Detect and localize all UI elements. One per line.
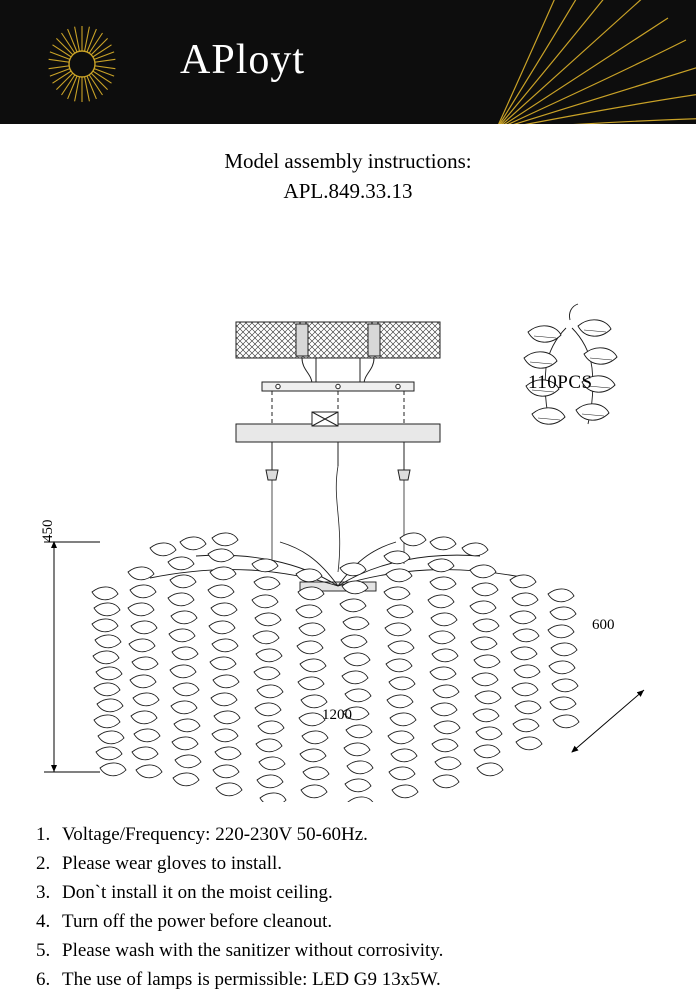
palm-fan-icon: [436, 0, 696, 124]
list-item: [36, 938, 676, 964]
list-item-text: The use of lamps is permissible: LED G9 13x5W.: [62, 969, 441, 990]
header-banner: [0, 0, 696, 124]
page-title: Model assembly instructions:: [224, 149, 472, 173]
list-item: [36, 967, 676, 993]
list-item: [36, 880, 676, 906]
title-block: [0, 146, 696, 206]
list-item-text: Voltage/Frequency: 220-230V 50-60Hz.: [62, 824, 368, 845]
parts-count-label: 110PCS: [528, 372, 593, 393]
leaf-branch-icon: [524, 304, 617, 424]
list-item: [36, 851, 676, 877]
list-item-text: Please wear gloves to install.: [62, 853, 283, 874]
list-item-text: Don`t install it on the moist ceiling.: [62, 882, 333, 903]
dimension-depth-label: 600: [592, 617, 615, 633]
list-item: [36, 822, 676, 848]
list-item-text: Please wash with the sanitizer without corrosivity.: [62, 940, 444, 961]
sunburst-icon: [42, 24, 122, 104]
list-item-text: Turn off the power before cleanout.: [62, 911, 333, 932]
dimension-width-label: 1200: [322, 707, 352, 723]
brand-logo-text: APloyt: [180, 37, 306, 83]
dimension-height-label: 450: [40, 519, 56, 542]
list-item-number: 6.: [36, 969, 51, 990]
list-item-number: 1.: [36, 824, 51, 845]
list-item-number: 4.: [36, 911, 51, 932]
list-item: [36, 909, 676, 935]
instructions-list: [36, 822, 676, 996]
list-item-number: 3.: [36, 882, 51, 903]
model-code: APL.849.33.13: [283, 179, 413, 203]
list-item-number: 5.: [36, 940, 51, 961]
list-item-number: 2.: [36, 853, 51, 874]
technical-drawing: [0, 212, 696, 802]
